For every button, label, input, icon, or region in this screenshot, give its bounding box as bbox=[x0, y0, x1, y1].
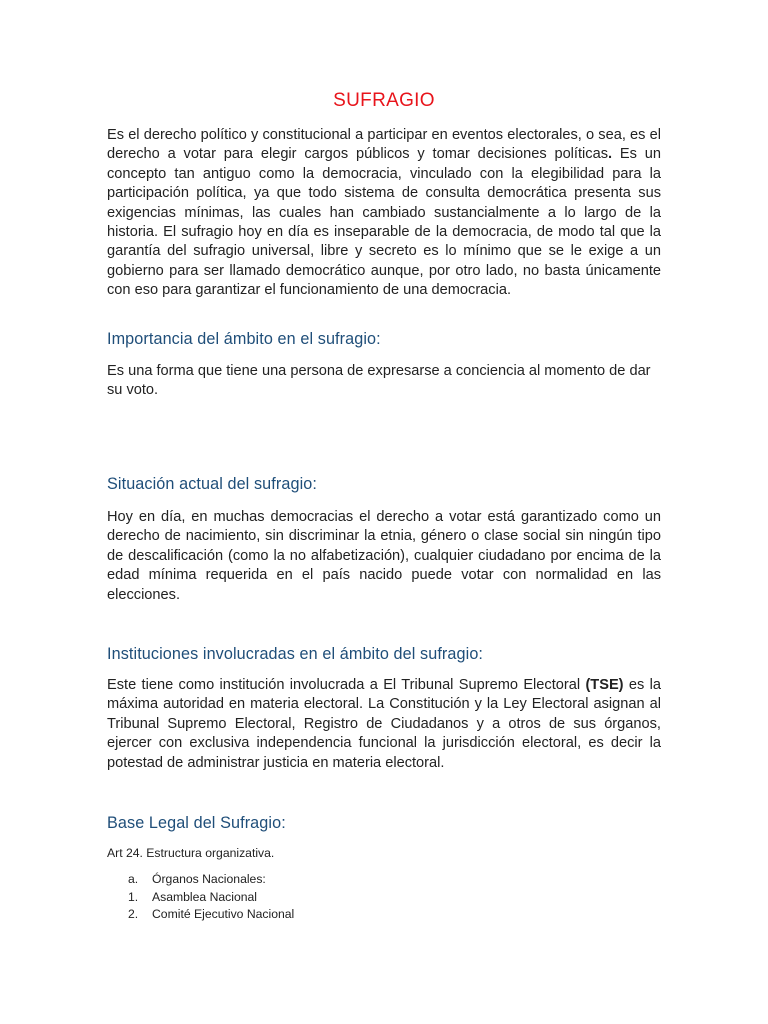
intro-text-part1: Es el derecho político y constitucional a participar en eventos electorales, o sea, es el derecho a votar para elegir cargos públicos y tomar decisiones políticas bbox=[107, 127, 661, 163]
document-title: SUFRAGIO bbox=[333, 90, 435, 111]
list-item bbox=[128, 889, 294, 907]
paragraph-importancia: Es una forma que tiene una persona de expresarse a conciencia al momento de dar su voto. bbox=[107, 363, 651, 399]
article-reference: Art 24. Estructura organizativa. bbox=[107, 846, 275, 860]
list-item-text: Asamblea Nacional bbox=[152, 889, 258, 904]
heading-instituciones: Instituciones involucradas en el ámbito del sufragio: bbox=[107, 645, 484, 663]
heading-base-legal: Base Legal del Sufragio: bbox=[107, 814, 286, 832]
list-marker: 1. bbox=[128, 889, 139, 904]
intro-paragraph bbox=[107, 126, 661, 301]
list-item bbox=[128, 906, 294, 924]
list-item-text: Órganos Nacionales: bbox=[152, 872, 266, 886]
list-marker: a. bbox=[128, 872, 139, 886]
instituciones-text-after: es la máxima autoridad en materia electoral. La Constitución y la Ley Electoral asignan al Tribunal Supremo Electoral, Registro de Ciudadanos y a otros de sus órganos, ejercer con exclusiva independencia funcional la jurisdicción electoral, es decir la potestad de administrar justicia en materia electoral. bbox=[107, 677, 661, 771]
instituciones-bold-tse: (TSE) bbox=[585, 677, 624, 693]
intro-bold-period: . bbox=[608, 146, 613, 163]
organos-list bbox=[128, 871, 294, 924]
paragraph-situacion: Hoy en día, en muchas democracias el derecho a votar está garantizado como un derecho de nacimiento, sin discriminar la etnia, género o clase social sin ningún tipo de descalificación (como la no alfabetización), cualquier ciudadano por encima de la edad mínima requerida en el país nacido puede votar con normalidad en las elecciones. bbox=[107, 509, 661, 603]
intro-text-part2: Es un concepto tan antiguo como la democracia, vinculado con la elegibilidad para la participación política, ya que todo sistema de consulta democrática presenta sus exigencias mínimas, las cuales han cambiado sustancialmente a lo largo de la historia. El sufragio hoy en día es inseparable de la democracia, de modo tal que la garantía del sufragio universal, libre y secreto es lo mínimo que se le exige a un gobierno para ser llamado democrático aunque, por otro lado, no basta únicamente con eso para garantizar el funcionamiento de una democracia. bbox=[107, 146, 661, 299]
instituciones-text-before: Este tiene como institución involucrada a El Tribunal Supremo Electoral bbox=[107, 677, 586, 693]
list-marker: 2. bbox=[128, 907, 139, 921]
heading-importancia: Importancia del ámbito en el sufragio: bbox=[107, 330, 381, 348]
list-item-text: Comité Ejecutivo Nacional bbox=[152, 907, 295, 921]
list-item bbox=[128, 871, 294, 889]
paragraph-instituciones bbox=[107, 676, 661, 773]
heading-situacion: Situación actual del sufragio: bbox=[107, 475, 317, 493]
